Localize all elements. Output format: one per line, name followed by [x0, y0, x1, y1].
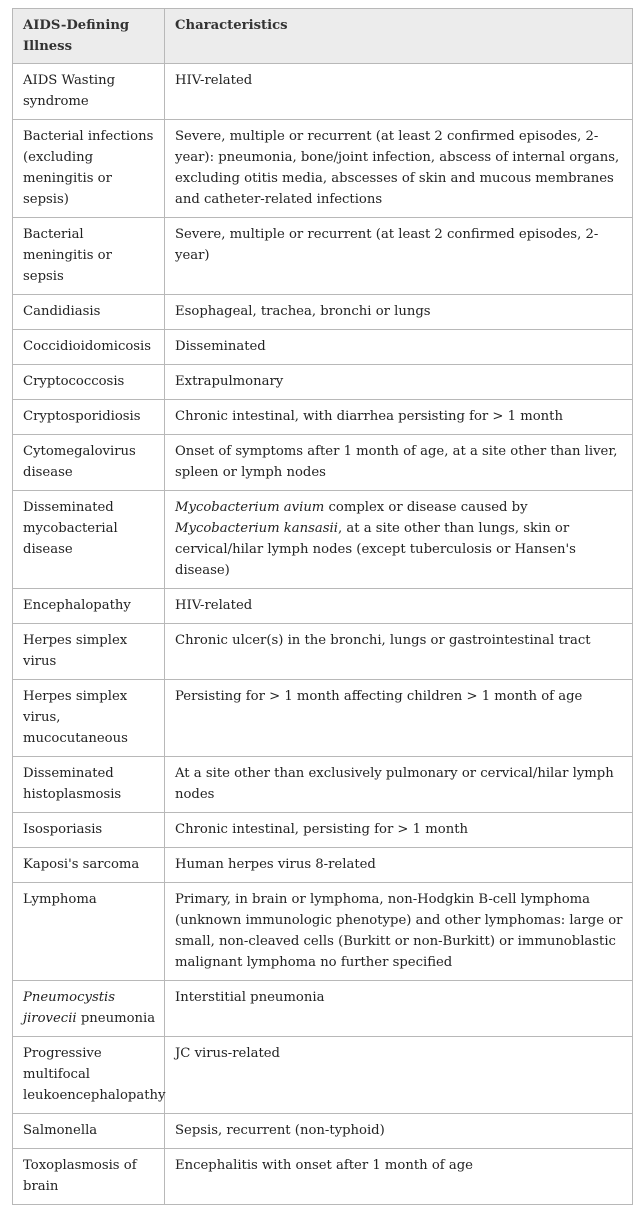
table-row: [13, 491, 633, 589]
text-run: Severe, multiple or recurrent (at least 2 confirmed episodes, 2-year): [175, 227, 599, 263]
illness-cell: [13, 981, 165, 1037]
text-run: Coccidioidomicosis: [23, 339, 152, 354]
text-run: Toxoplasmosis of brain: [23, 1158, 137, 1194]
illness-cell: [13, 365, 165, 400]
characteristics-cell: [165, 883, 633, 981]
characteristics-cell: [165, 365, 633, 400]
characteristics-cell: [165, 589, 633, 624]
text-run: JC virus-related: [175, 1046, 280, 1061]
characteristics-cell: [165, 295, 633, 330]
table-row: [13, 218, 633, 295]
text-run: Primary, in brain or lymphoma, non-Hodgkin B-cell lymphoma (unknown immunologic phenotype) and other lymphomas: large or small, non-cleaved cells (Burkitt or non-Burkitt) or immunoblastic malignant lymphoma no further specified: [175, 892, 623, 970]
text-run: Candidiasis: [23, 304, 101, 319]
illness-cell: [13, 491, 165, 589]
characteristics-cell: [165, 1149, 633, 1205]
illness-cell: [13, 1114, 165, 1149]
text-run: Disseminated: [175, 339, 266, 354]
illness-cell: [13, 64, 165, 120]
illness-cell: [13, 624, 165, 680]
text-run: Salmonella: [23, 1123, 98, 1138]
text-run: pneumonia: [76, 1011, 156, 1026]
characteristics-cell: [165, 680, 633, 757]
illness-cell: [13, 400, 165, 435]
table-row: [13, 813, 633, 848]
table-row: [13, 365, 633, 400]
text-run: Kaposi's sarcoma: [23, 857, 140, 872]
italic-text-run: Mycobacterium kansasii: [175, 521, 338, 536]
characteristics-cell: [165, 330, 633, 365]
table-row: [13, 435, 633, 491]
table-row: [13, 981, 633, 1037]
text-run: Extrapulmonary: [175, 374, 284, 389]
table-row: [13, 680, 633, 757]
text-run: Chronic intestinal, persisting for > 1 month: [175, 822, 468, 837]
text-run: AIDS Wasting syndrome: [23, 73, 116, 109]
text-run: Herpes simplex virus: [23, 633, 128, 669]
text-run: Disseminated histoplasmosis: [23, 766, 122, 802]
text-run: Disseminated mycobacterial disease: [23, 500, 118, 557]
table-row: [13, 1114, 633, 1149]
aids-illness-table: [12, 8, 633, 1205]
table-header-row: [13, 9, 633, 64]
text-run: Encephalitis with onset after 1 month of age: [175, 1158, 473, 1173]
characteristics-cell: [165, 981, 633, 1037]
illness-cell: [13, 1037, 165, 1114]
text-run: Interstitial pneumonia: [175, 990, 325, 1005]
illness-cell: [13, 1149, 165, 1205]
text-run: Sepsis, recurrent (non-typhoid): [175, 1123, 385, 1138]
column-header-characteristics: Characteristics: [165, 9, 633, 64]
text-run: Cryptococcosis: [23, 374, 125, 389]
illness-cell: [13, 120, 165, 218]
illness-cell: [13, 589, 165, 624]
illness-cell: [13, 680, 165, 757]
characteristics-cell: [165, 1037, 633, 1114]
text-run: Chronic ulcer(s) in the bronchi, lungs or gastrointestinal tract: [175, 633, 591, 648]
text-run: Bacterial infections (excluding meningitis or sepsis): [23, 129, 154, 207]
illness-cell: [13, 813, 165, 848]
text-run: HIV-related: [175, 73, 253, 88]
illness-cell: [13, 757, 165, 813]
text-run: Persisting for > 1 month affecting children > 1 month of age: [175, 689, 583, 704]
table-row: [13, 1149, 633, 1205]
illness-cell: [13, 883, 165, 981]
italic-text-run: Mycobacterium avium: [175, 500, 325, 515]
table-row: [13, 120, 633, 218]
illness-cell: [13, 218, 165, 295]
characteristics-cell: [165, 435, 633, 491]
illness-cell: [13, 435, 165, 491]
text-run: Human herpes virus 8-related: [175, 857, 376, 872]
text-run: Esophageal, trachea, bronchi or lungs: [175, 304, 431, 319]
text-run: Onset of symptoms after 1 month of age, at a site other than liver, spleen or lymph nodes: [175, 444, 618, 480]
text-run: Isosporiasis: [23, 822, 103, 837]
table-row: [13, 400, 633, 435]
characteristics-cell: [165, 218, 633, 295]
characteristics-cell: [165, 757, 633, 813]
text-run: Encephalopathy: [23, 598, 131, 613]
characteristics-cell: [165, 624, 633, 680]
characteristics-cell: [165, 848, 633, 883]
text-run: , at a site other than lungs, skin or cervical/hilar lymph nodes (except tuberculosis or Hansen's disease): [175, 521, 576, 578]
text-run: Severe, multiple or recurrent (at least 2 confirmed episodes, 2-year): pneumonia, bone/joint infection, abscess of internal organs, excluding otitis media, abscesses of skin and mucous membranes and catheter-related infections: [175, 129, 620, 207]
table-row: [13, 848, 633, 883]
text-run: complex or disease caused by: [324, 500, 528, 515]
illness-cell: [13, 848, 165, 883]
table-row: [13, 64, 633, 120]
table-row: [13, 330, 633, 365]
italic-text-run: Pneumocystis jirovecii: [23, 990, 115, 1026]
characteristics-cell: [165, 64, 633, 120]
text-run: At a site other than exclusively pulmonary or cervical/hilar lymph nodes: [175, 766, 614, 802]
text-run: Bacterial meningitis or sepsis: [23, 227, 112, 284]
table-row: [13, 1037, 633, 1114]
characteristics-cell: [165, 400, 633, 435]
text-run: Lymphoma: [23, 892, 97, 907]
characteristics-cell: [165, 120, 633, 218]
text-run: Cytomegalovirus disease: [23, 444, 136, 480]
table-body: [13, 64, 633, 1205]
illness-cell: [13, 295, 165, 330]
table-row: [13, 589, 633, 624]
characteristics-cell: [165, 491, 633, 589]
text-run: Chronic intestinal, with diarrhea persisting for > 1 month: [175, 409, 563, 424]
table-row: [13, 295, 633, 330]
table-row: [13, 883, 633, 981]
illness-cell: [13, 330, 165, 365]
text-run: Cryptosporidiosis: [23, 409, 141, 424]
characteristics-cell: [165, 813, 633, 848]
characteristics-cell: [165, 1114, 633, 1149]
text-run: Progressive multifocal leukoencephalopathy: [23, 1046, 166, 1103]
text-run: Herpes simplex virus, mucocutaneous: [23, 689, 128, 746]
table-row: [13, 624, 633, 680]
text-run: HIV-related: [175, 598, 253, 613]
table-row: [13, 757, 633, 813]
column-header-illness: AIDS-Defining Illness: [13, 9, 165, 64]
